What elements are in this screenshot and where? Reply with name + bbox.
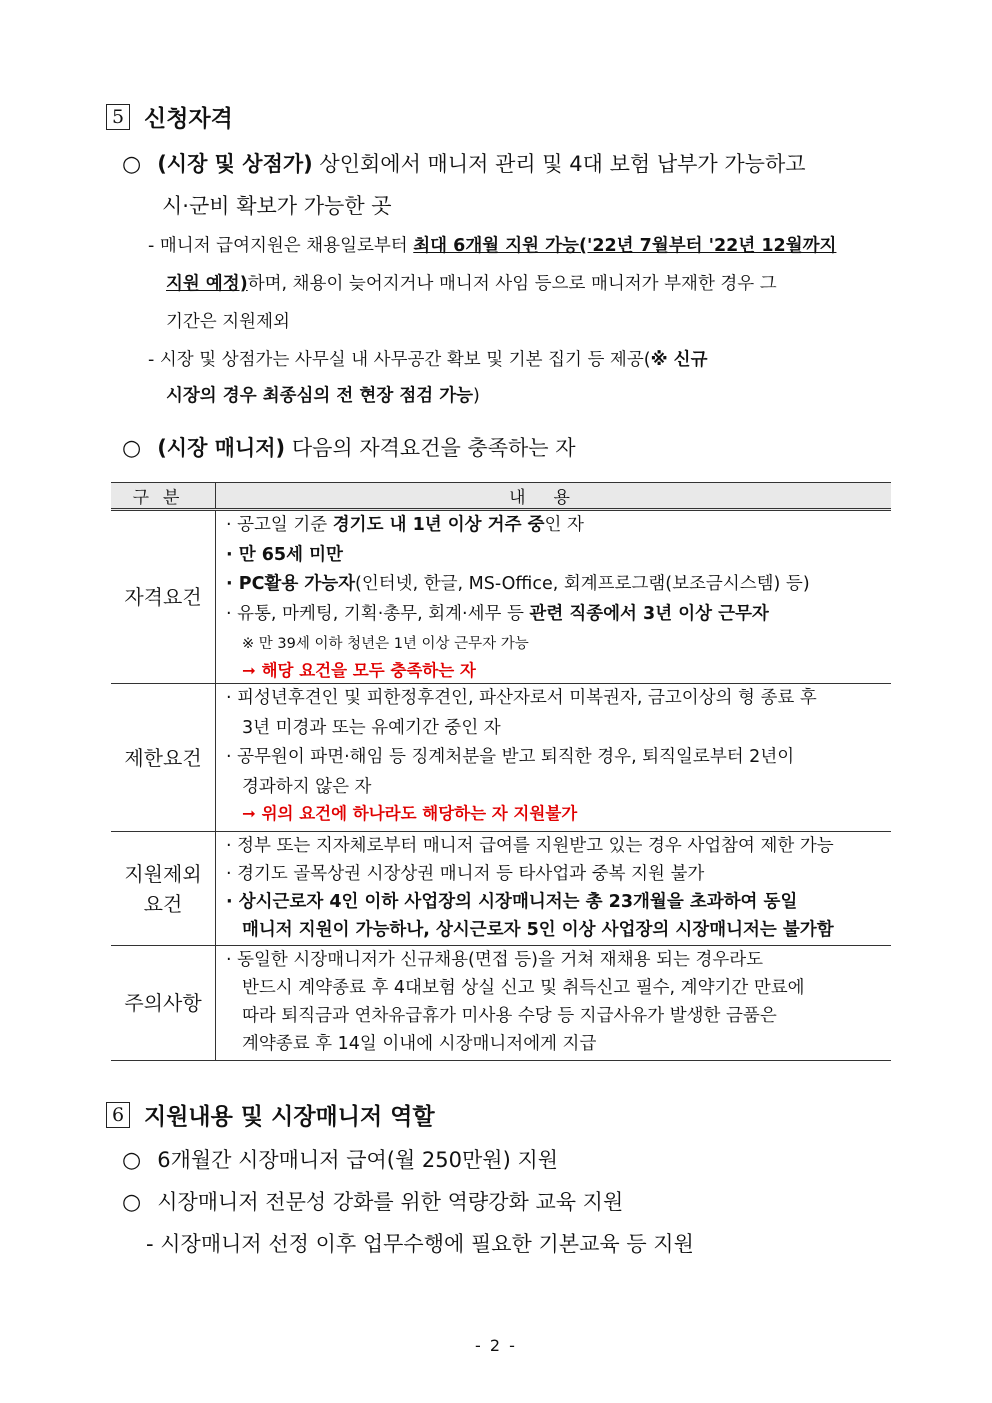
row-label-line: 요건 [143, 891, 183, 916]
header-content: 내용 [216, 483, 892, 510]
content-conclusion: ➞ 위의 요건에 하나라도 해당하는 자 지원불가 [242, 804, 578, 823]
line-text: 인 자 [544, 515, 584, 535]
dash-bullet: - [148, 236, 155, 256]
content-line: · 만 65세 미만 [226, 544, 343, 565]
circle-bullet: ○ [122, 436, 142, 461]
page-number: - 2 - [475, 1336, 517, 1355]
content-line: · 공무원이 파면·해임 등 징계처분을 받고 퇴직한 경우, 퇴직일로부터 2년이 [226, 747, 795, 767]
content-line [226, 600, 891, 630]
header-category: 구분 [111, 483, 216, 510]
item-text: 6개월간 시장매니저 급여(월 250만원) 지원 [157, 1148, 559, 1172]
line-text: · 공고일 기준 [226, 515, 333, 535]
row-content [216, 946, 892, 1061]
section-5-heading [106, 100, 233, 133]
circle-bullet: ○ [122, 1190, 142, 1215]
content-line: · 상시근로자 4인 이하 사업장의 시장매니저는 총 23개월을 초과하여 동일 [226, 892, 798, 912]
line-bold: 경기도 내 1년 이상 거주 중 [332, 515, 545, 535]
content-line: 따라 퇴직금과 연차유급휴가 미사용 수당 등 지급사유가 발생한 금품은 [242, 1006, 777, 1026]
requirements-table [111, 482, 891, 1061]
circle-bullet: ○ [122, 152, 142, 177]
content-line: · 경기도 골목상권 시장상권 매니저 등 타사업과 중복 지원 불가 [226, 864, 705, 884]
sub-item-continuation [166, 384, 480, 408]
row-content [216, 684, 892, 832]
bullet-item [122, 434, 576, 463]
highlight-text: 시장의 경우 최종심의 전 현장 점검 가능 [166, 386, 474, 406]
line-text: · 유통, 마케팅, 기획·총무, 회계·세무 등 [226, 603, 530, 624]
content-line: 경과하지 않은 자 [242, 776, 372, 797]
item-text: 상인회에서 매니저 관리 및 4대 보험 납부가 가능하고 [312, 152, 806, 176]
section-title: 신청자격 [144, 106, 233, 132]
item-heading: (시장 및 상점가) [157, 152, 313, 176]
circle-bullet: ○ [122, 1148, 142, 1173]
line-bold: · PC활용 가능자 [226, 574, 356, 594]
highlight-text: 지원 예정) [166, 274, 248, 294]
content-line: · 피성년후견인 및 피한정후견인, 파산자로서 미복권자, 금고이상의 형 종료 후 [226, 688, 817, 708]
content-line: · 정부 또는 지자체로부터 매니저 급여를 지원받고 있는 경우 사업참여 제한 가능 [226, 836, 834, 856]
bullet-item [122, 150, 806, 179]
highlight-text: ※ 신규 [650, 350, 708, 370]
table-row [111, 832, 891, 946]
content-note: ※ 만 39세 이하 청년은 1년 이상 근무자 가능 [242, 636, 529, 652]
content-line [226, 570, 891, 600]
section-number: 5 [106, 104, 130, 130]
section-6-heading [106, 1098, 435, 1131]
item-heading: (시장 매니저) [157, 436, 286, 460]
line-bold: 관련 직종에서 3년 이상 근무자 [529, 603, 769, 624]
highlight-text: 최대 6개월 지원 가능('22년 7월부터 '22년 12월까지 [413, 236, 837, 256]
table-header-row [111, 483, 891, 510]
dash-bullet: - [148, 350, 155, 370]
row-content [216, 832, 892, 946]
sub-item-text: 시장매니저 선정 이후 업무수행에 필요한 기본교육 등 지원 [160, 1232, 694, 1256]
bullet-item [122, 1146, 558, 1175]
table-row [111, 510, 891, 684]
sub-item-text: 시장 및 상점가는 사무실 내 사무공간 확보 및 기본 집기 등 제공( [159, 350, 651, 370]
content-line [226, 511, 891, 541]
sub-item [146, 1230, 694, 1258]
sub-item [148, 348, 707, 372]
content-line: 3년 미경과 또는 유예기간 중인 자 [242, 717, 501, 738]
item-text: 다음의 자격요건을 충족하는 자 [285, 436, 576, 460]
content-line: · 동일한 시장매니저가 신규채용(면접 등)을 거쳐 재채용 되는 경우라도 [226, 950, 764, 970]
row-label: 제한요건 [111, 684, 216, 832]
bullet-item [122, 1188, 623, 1217]
section-number: 6 [106, 1102, 130, 1128]
content-conclusion: ➞ 해당 요건을 모두 충족하는 자 [242, 661, 476, 680]
row-content [216, 510, 892, 684]
row-label [111, 832, 216, 946]
content-line: 매니저 지원이 가능하나, 상시근로자 5인 이상 사업장의 시장매니저는 불가함 [242, 920, 834, 940]
content-line: 반드시 계약종료 후 4대보험 상실 신고 및 취득신고 필수, 계약기간 만료에 [242, 978, 805, 998]
sub-item-text: ) [473, 386, 480, 406]
table-row [111, 946, 891, 1061]
item-continuation: 시·군비 확보가 가능한 곳 [162, 194, 392, 218]
sub-item-text: 하며, 채용이 늦어지거나 매니저 사임 등으로 매니저가 부재한 경우 그 [247, 274, 777, 294]
line-text: (인터넷, 한글, MS-Office, 회계프로그램(보조금시스템) 등) [355, 574, 810, 594]
item-text: 시장매니저 전문성 강화를 위한 역량강화 교육 지원 [157, 1190, 624, 1214]
content-line: 계약종료 후 14일 이내에 시장매니저에게 지급 [242, 1034, 597, 1054]
section-title: 지원내용 및 시장매니저 역할 [144, 1104, 435, 1130]
row-label-line: 지원제외 [124, 861, 202, 886]
sub-item [148, 234, 836, 258]
row-label: 자격요건 [111, 510, 216, 684]
table-row [111, 684, 891, 832]
sub-item-continuation [166, 272, 777, 296]
sub-item-text: 매니저 급여지원은 채용일로부터 [159, 236, 414, 256]
sub-item-continuation: 기간은 지원제외 [166, 312, 290, 332]
row-label: 주의사항 [111, 946, 216, 1061]
dash-bullet: - [146, 1232, 154, 1256]
